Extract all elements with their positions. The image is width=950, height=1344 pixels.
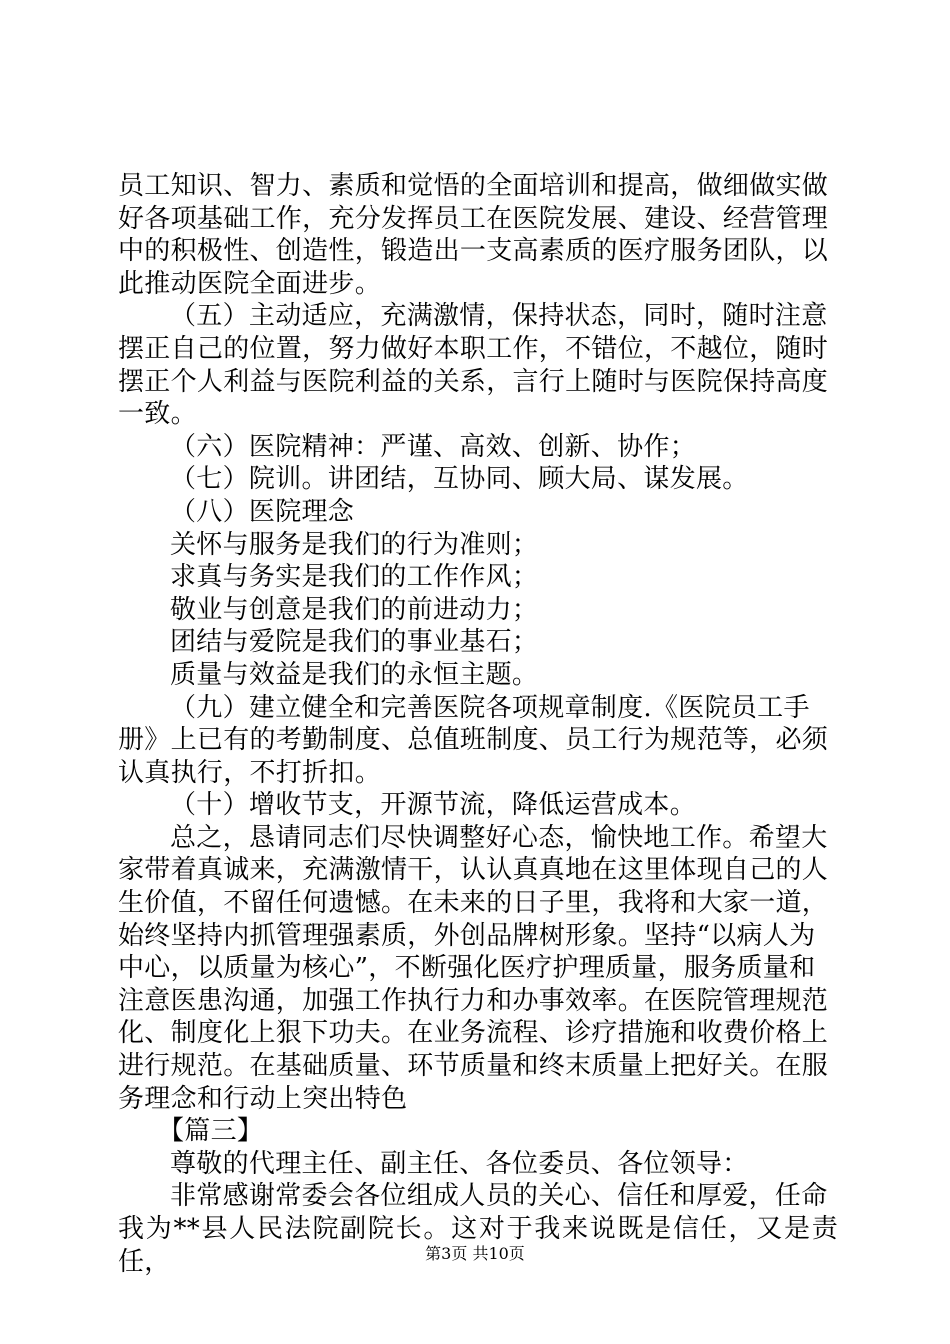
text-line: 进行规范。在基础质量、环节质量和终末质量上把好关。在服 [118, 1051, 829, 1082]
paragraph-item-7 [118, 463, 838, 496]
paragraph-item-8 [118, 496, 838, 529]
text-line: （五）主动适应，充满激情，保持状态，同时，随时注意 [170, 301, 828, 332]
text-line: （九）建立健全和完善医院各项规章制度.《医院员工手 [170, 692, 810, 723]
text-line: （七）院训。讲团结，互协同、顾大局、谋发展。 [170, 464, 749, 495]
philosophy-line-2 [118, 561, 838, 594]
text-line: 中心，以质量为核心”，不断强化医疗护理质量，服务质量和 [118, 953, 816, 984]
philosophy-line-3 [118, 594, 838, 627]
text-line: 生价值，不留任何遗憾。在未来的日子里，我将和大家一道， [118, 888, 829, 919]
text-line: 摆正自己的位置，努力做好本职工作，不错位，不越位，随时 [118, 333, 829, 364]
text-line: 务理念和行动上突出特色 [118, 1083, 408, 1114]
text-line: 求真与务实是我们的工作作风； [170, 562, 539, 593]
salutation [118, 1148, 838, 1181]
paragraph-item-5 [118, 300, 838, 430]
paragraph-continuation [118, 170, 838, 300]
paragraph-item-9 [118, 692, 838, 790]
paragraph-item-10 [118, 789, 838, 822]
paragraph-summary [118, 822, 838, 1115]
text-line: 中的积极性、创造性，锻造出一支高素质的医疗服务团队，以 [118, 236, 829, 267]
text-line: （六）医院精神：严谨、高效、创新、协作； [170, 431, 697, 462]
text-line: 员工知识、智力、素质和觉悟的全面培训和提高，做细做实做 [118, 171, 829, 201]
text-line: 册》上已有的考勤制度、总值班制度、员工行为规范等，必须 [118, 725, 829, 756]
text-line: 此推动医院全面进步。 [118, 268, 382, 299]
philosophy-line-1 [118, 529, 838, 562]
philosophy-line-5 [118, 659, 838, 692]
text-line: 家带着真诚来，充满激情干，认认真真地在这里体现自己的人 [118, 855, 829, 886]
text-line: 非常感谢常委会各位组成人员的关心、信任和厚爱，任命 [170, 1181, 828, 1212]
text-line: 一致。 [118, 399, 197, 430]
text-line: 认真执行，不打折扣。 [118, 757, 382, 788]
text-line: （八）医院理念 [170, 496, 355, 527]
text-line: 摆正个人利益与医院利益的关系，言行上随时与医院保持高度 [118, 366, 829, 397]
text-line: 总之，恳请同志们尽快调整好心态，愉快地工作。希望大 [170, 822, 828, 853]
text-line: 尊敬的代理主任、副主任、各位委员、各位领导： [170, 1148, 749, 1179]
text-line: 始终坚持内抓管理强素质，外创品牌树形象。坚持“以病人为 [118, 920, 816, 951]
text-line: 关怀与服务是我们的行为准则； [170, 529, 539, 560]
text-line: 【篇三】 [158, 1116, 264, 1147]
text-line: （十）增收节支，开源节流，降低运营成本。 [170, 790, 697, 821]
text-line: 我为**县人民法院副院长。这对于我来说既是信任，又是责任， [118, 1214, 838, 1277]
text-line: 注意医患沟通，加强工作执行力和办事效率。在医院管理规范 [118, 985, 829, 1016]
philosophy-line-4 [118, 626, 838, 659]
text-line: 化、制度化上狠下功夫。在业务流程、诊疗措施和收费价格上 [118, 1018, 829, 1049]
paragraph-item-6 [118, 431, 838, 464]
text-line: 好各项基础工作，充分发挥员工在医院发展、建设、经营管理 [118, 203, 829, 234]
text-line: 敬业与创意是我们的前进动力； [170, 594, 539, 625]
page-number-label: 第3页 共10页 [425, 1244, 525, 1263]
document-body [118, 170, 838, 1278]
text-line: 团结与爱院是我们的事业基石； [170, 627, 539, 658]
text-line: 质量与效益是我们的永恒主题。 [170, 659, 539, 690]
page-footer [0, 1241, 950, 1264]
section-heading [118, 1115, 838, 1148]
